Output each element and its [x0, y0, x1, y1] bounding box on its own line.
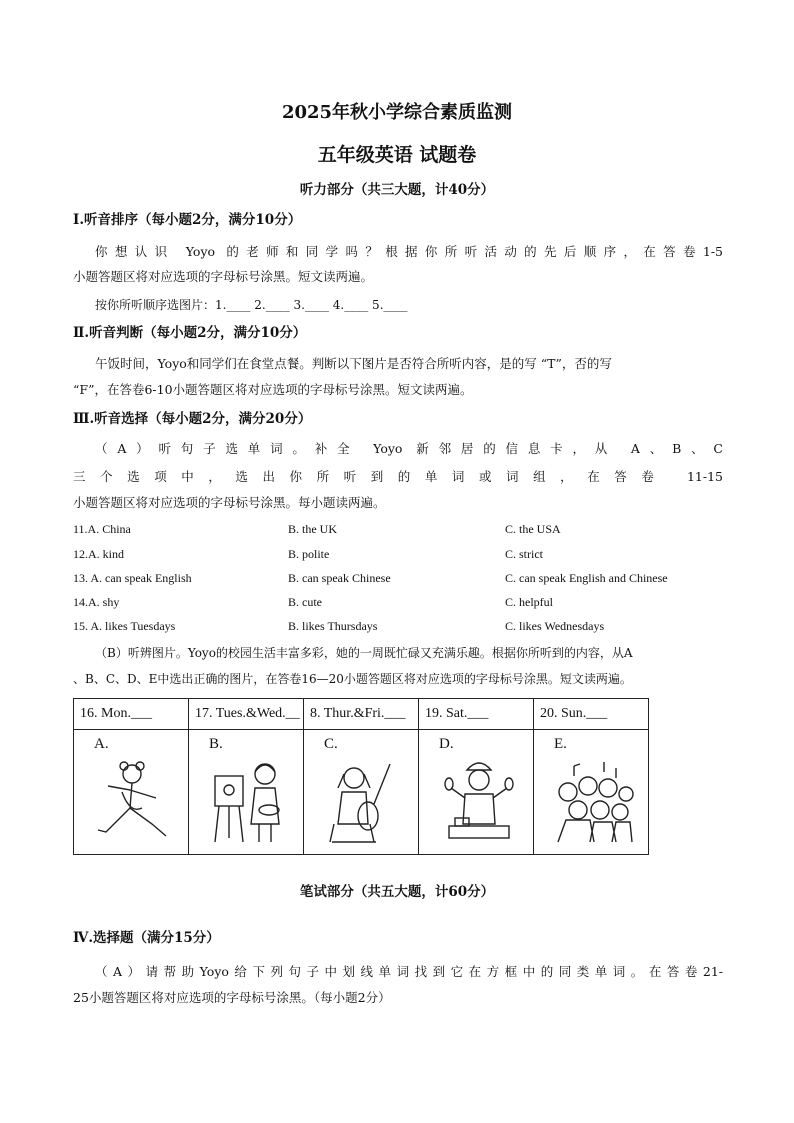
exam-subtitle: 五年级英语 试题卷	[317, 144, 477, 166]
picture-cell-c	[304, 730, 419, 855]
section-3-heading: Ⅲ.听音选择（每小题2分，满分20分）	[73, 411, 312, 427]
section-2-heading: Ⅱ.听音判断（每小题2分，满分10分）	[73, 325, 307, 341]
q15-option-c: C. likes Wednesdays	[505, 619, 605, 633]
q15-option-a: 15. A. likes Tuesdays	[73, 619, 176, 633]
section-3-partB-line2: 、B、C、D、E中选出正确的图片，在答卷16—20小题答题区将对应选项的字母标号涂黑。短文读两遍。	[73, 672, 632, 686]
table-header-cell: 16. Mon.___	[74, 699, 189, 730]
section-1-heading: Ⅰ.听音排序（每小题2分，满分10分）	[73, 212, 302, 228]
exam-title: 2025年秋小学综合素质监测	[281, 102, 513, 123]
table-header-cell: 20. Sun.___	[534, 699, 649, 730]
pipa-player-icon	[324, 758, 404, 848]
picture-choice-table	[73, 698, 649, 855]
picture-cell-d	[419, 730, 534, 855]
table-header-row	[74, 699, 649, 730]
table-header-cell: 17. Tues.&Wed.__	[189, 699, 304, 730]
section-4-heading: Ⅳ.选择题（满分15分）	[73, 930, 220, 946]
cooking-girl-icon	[439, 758, 519, 848]
section-2-desc-line1: 午饭时间，Yoyo和同学们在食堂点餐。判断以下图片是否符合所听内容，是的写 “T”，否的写	[95, 356, 612, 371]
written-part-title: 笔试部分（共五大题，计60分）	[299, 884, 495, 900]
picture-letter: E.	[554, 736, 567, 752]
picture-letter: C.	[324, 736, 338, 752]
q11-option-a: 11.A. China	[73, 522, 131, 536]
table-header-cell: 19. Sat.___	[419, 699, 534, 730]
painting-girl-icon	[209, 758, 289, 848]
q14-option-b: B. cute	[288, 595, 322, 609]
section-3-partA-line2: 三个选项中，选出你所听到的单词或词组，在答卷 11-15	[73, 469, 723, 484]
table-header-cell: 8. Thur.&Fri.___	[304, 699, 419, 730]
q13-option-c: C. can speak English and Chinese	[505, 571, 668, 585]
table-image-row	[74, 730, 649, 855]
section-3-partA-line3: 小题答题区将对应选项的字母标号涂黑。每小题读两遍。	[73, 495, 386, 510]
picture-cell-a	[74, 730, 189, 855]
picture-cell-b	[189, 730, 304, 855]
q12-option-a: 12.A. kind	[73, 547, 124, 561]
section-1-desc-line1: 你想认识 Yoyo 的老师和同学吗？根据你所听活动的先后顺序，在答卷1-5	[95, 244, 723, 259]
picture-letter: D.	[439, 736, 454, 752]
section-3-partA-line1: （A）听句子选单词。补全 Yoyo 新邻居的信息卡，从 A、B、C	[95, 441, 723, 456]
order-answer-line: 按你所听顺序选图片：1.____ 2.____ 3.____ 4.____ 5.____	[95, 298, 408, 312]
picture-letter: A.	[94, 736, 109, 752]
q15-option-b: B. likes Thursdays	[288, 619, 378, 633]
q13-option-a: 13. A. can speak English	[73, 571, 192, 585]
q14-option-a: 14.A. shy	[73, 595, 120, 609]
q12-option-b: B. polite	[288, 547, 330, 561]
q14-option-c: C. helpful	[505, 595, 553, 609]
section-3-partB-line1: （B）听辨图片。Yoyo的校园生活丰富多彩，她的一周既忙碌又充满乐趣。根据你所听到的内容，从A	[95, 646, 633, 660]
picture-cell-e	[534, 730, 649, 855]
picture-letter: B.	[209, 736, 223, 752]
section-1-desc-line2: 小题答题区将对应选项的字母标号涂黑。短文读两遍。	[73, 269, 374, 284]
q12-option-c: C. strict	[505, 547, 543, 561]
q11-option-b: B. the UK	[288, 522, 337, 536]
q13-option-b: B. can speak Chinese	[288, 571, 391, 585]
section-2-desc-line2: “F”，在答卷6-10小题答题区将对应选项的字母标号涂黑。短文读两遍。	[73, 382, 473, 397]
q11-option-c: C. the USA	[505, 522, 561, 536]
section-4-desc-line1: （A）请帮助Yoyo给下列句子中划线单词找到它在方框中的同类单词。在答卷21-	[95, 964, 723, 979]
kungfu-girl-icon	[94, 758, 174, 848]
section-4-desc-line2: 25小题答题区将对应选项的字母标号涂黑。（每小题2分）	[73, 990, 391, 1005]
singing-group-icon	[554, 758, 634, 848]
listening-part-title: 听力部分（共三大题，计40分）	[299, 182, 495, 198]
